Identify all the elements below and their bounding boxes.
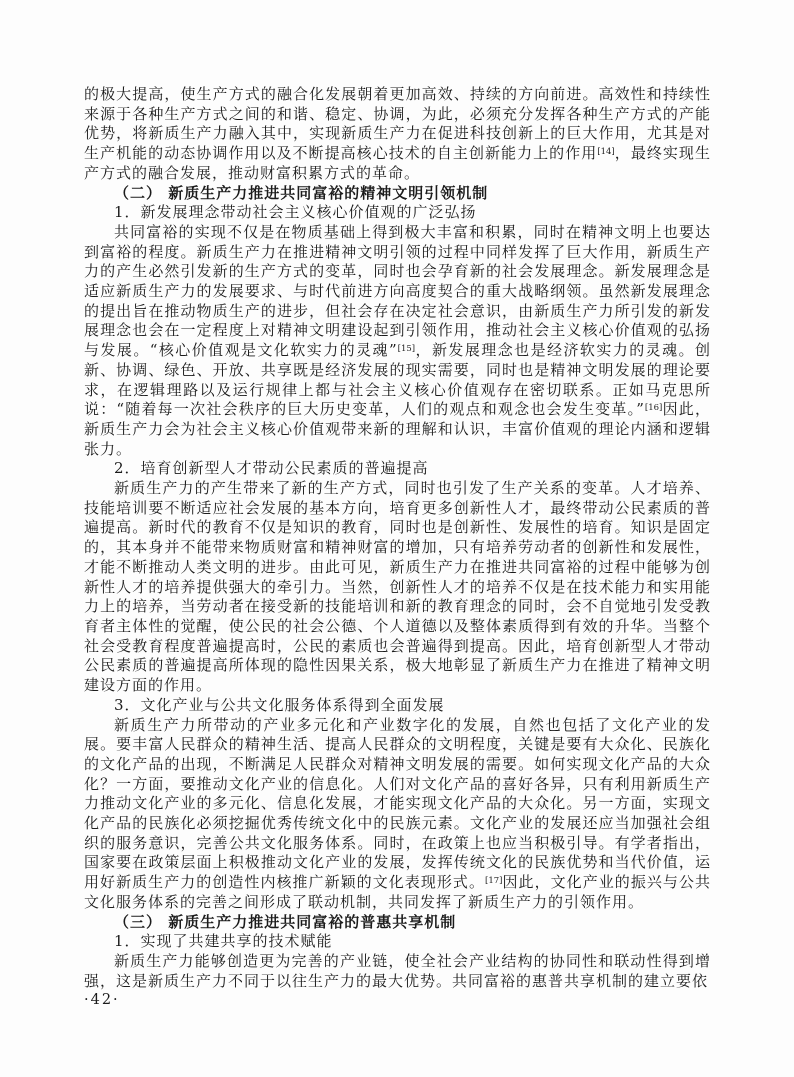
citation-ref-14: [14] (597, 147, 615, 158)
page-body-text (84, 85, 711, 991)
subsection-heading-3: 3．文化产业与公共文化服务体系得到全面发展 (114, 695, 445, 714)
paragraph-text: ，新发展理念也是经济软实力的灵魂。创新、协调、绿色、开放、共享既是经济发展的现实需要，同时也是精神文明发展的理论要求，在逻辑理路以及运行规律上都与社会主义核心价值观存在密切联系。正如马克思所说：“随着每一次社会秩序的巨大历史变革，人们的观点和观念也会发生变革。” (84, 341, 711, 419)
subsection-heading-1: 1．新发展理念带动社会主义核心价值观的广泛弘扬 (114, 203, 477, 222)
section-heading-3: （三） 新质生产力推进共同富裕的普惠共享机制 (114, 912, 457, 931)
paragraph-text: 因此，新质生产力会为社会主义核心价值观带来新的理解和认识，丰富价值观的理论内涵和逻辑张力。 (84, 400, 711, 458)
paragraph-text: 的极大提高，使生产方式的融合化发展朝着更加高效、持续的方向前进。高效性和持续性来源于各种生产方式之间的和谐、稳定、协调，为此，必须充分发挥各种生产方式的产能优势，将新质生产力融入其中，实现新质生产力在促进科技创新上的巨大作用，尤其是对生产机能的动态协调作用以及不断提高核心技术的自主创新能力上的作用 (84, 85, 711, 163)
paragraph (84, 223, 711, 459)
paragraph-text: 新质生产力所带动的产业多元化和产业数字化的发展，自然也包括了文化产业的发展。要丰富人民群众的精神生活、提高人民群众的文明程度，关键是要有大众化、民族化的文化产品的出现，不断满足人民群众对精神文明发展的需要。如何实现文化产品的大众化？一方面，要推动文化产业的信息化。人们对文化产品的喜好各异，只有利用新质生产力推动文化产业的多元化、信息化发展，才能实现文化产品的大众化。另一方面，实现文化产品的民族化必须挖掘优秀传统文化中的民族元素。文化产业的发展还应当加强社会组织的服务意识，完善公共文化服务体系。同时，在政策上也应当积极引导。有学者指出，国家要在政策层面上积极推动文化产业的发展，发挥传统文化的民族优势和当代价值，运用好新质生产力的创造性内核推广新颖的文化表现形式。 (84, 715, 711, 892)
paragraph (84, 85, 711, 184)
paragraph-text: ，最终实现生产方式的融合发展，推动财富积累方式的革命。 (84, 144, 711, 182)
citation-ref-15: [15] (397, 344, 416, 355)
subsection-heading-4: 1．实现了共建共享的技术赋能 (114, 932, 333, 951)
paragraph-text: 因此，文化产业的振兴与公共文化服务体系的完善之间形成了联动机制，共同发挥了新质生产力的引领作用。 (84, 873, 711, 911)
citation-ref-17: [17] (485, 876, 503, 887)
paragraph-text: 新质生产力的产生带来了新的生产方式，同时也引发了生产关系的变革。人才培养、技能培训要不断适应社会发展的基本方向，培育更多创新性人才，最终带动公民素质的普遍提高。新时代的教育不仅是知识的教育，同时也是创新性、发展性的培育。知识是固定的，其本身并不能带来物质财富和精神财富的增加，只有培养劳动者的创新性和发展性，才能不断推动人类文明的进步。由此可见，新质生产力在推进共同富裕的过程中能够为创新性人才的培养提供强大的牵引力。当然，创新性人才的培养不仅是在技术能力和实用能力上的培养，当劳动者在接受新的技能培训和新的教育理念的同时，会不自觉地引发受教育者主体性的觉醒，使公民的社会公德、个人道德以及整体素质得到有效的升华。当整个社会受教育程度普遍提高时，公民的素质也会普遍得到提高。因此，培育创新型人才带动公民素质的普遍提高所体现的隐性因果关系，极大地彰显了新质生产力在推进了精神文明建设方面的作用。 (84, 479, 711, 695)
paragraph (84, 716, 711, 913)
page-number: ·42· (84, 992, 120, 1008)
paragraph-text: 共同富裕的实现不仅是在物质基础上得到极大丰富和积累，同时在精神文明上也要达到富裕的程度。新质生产力在推进精神文明引领的过程中同样发挥了巨大作用，新质生产力的产生必然引发新的生产方式的变革，同时也会孕育新的社会发展理念。新发展理念是适应新质生产力的发展要求、与时代前进方向高度契合的重大战略纲领。虽然新发展理念的提出旨在推动物质生产的进步，但社会存在决定社会意识，由新质生产力所引发的新发展理念也会在一定程度上对精神文明建设起到引领作用，推动社会主义核心价值观的弘扬与发展。“核心价值观是文化软实力的灵魂” (84, 222, 711, 360)
paragraph (84, 479, 711, 696)
paragraph-text: 新质生产力能够创造更为完善的产业链，使全社会产业结构的协同性和联动性得到增强，这是新质生产力不同于以往生产力的最大优势。共同富裕的惠普共享机制的建立要依 (84, 951, 711, 990)
paragraph (84, 952, 711, 991)
section-heading-2: （二） 新质生产力推进共同富裕的精神文明引领机制 (114, 183, 489, 202)
citation-ref-16: [16] (644, 403, 663, 414)
subsection-heading-2: 2．培育创新型人才带动公民素质的普遍提高 (114, 459, 429, 478)
